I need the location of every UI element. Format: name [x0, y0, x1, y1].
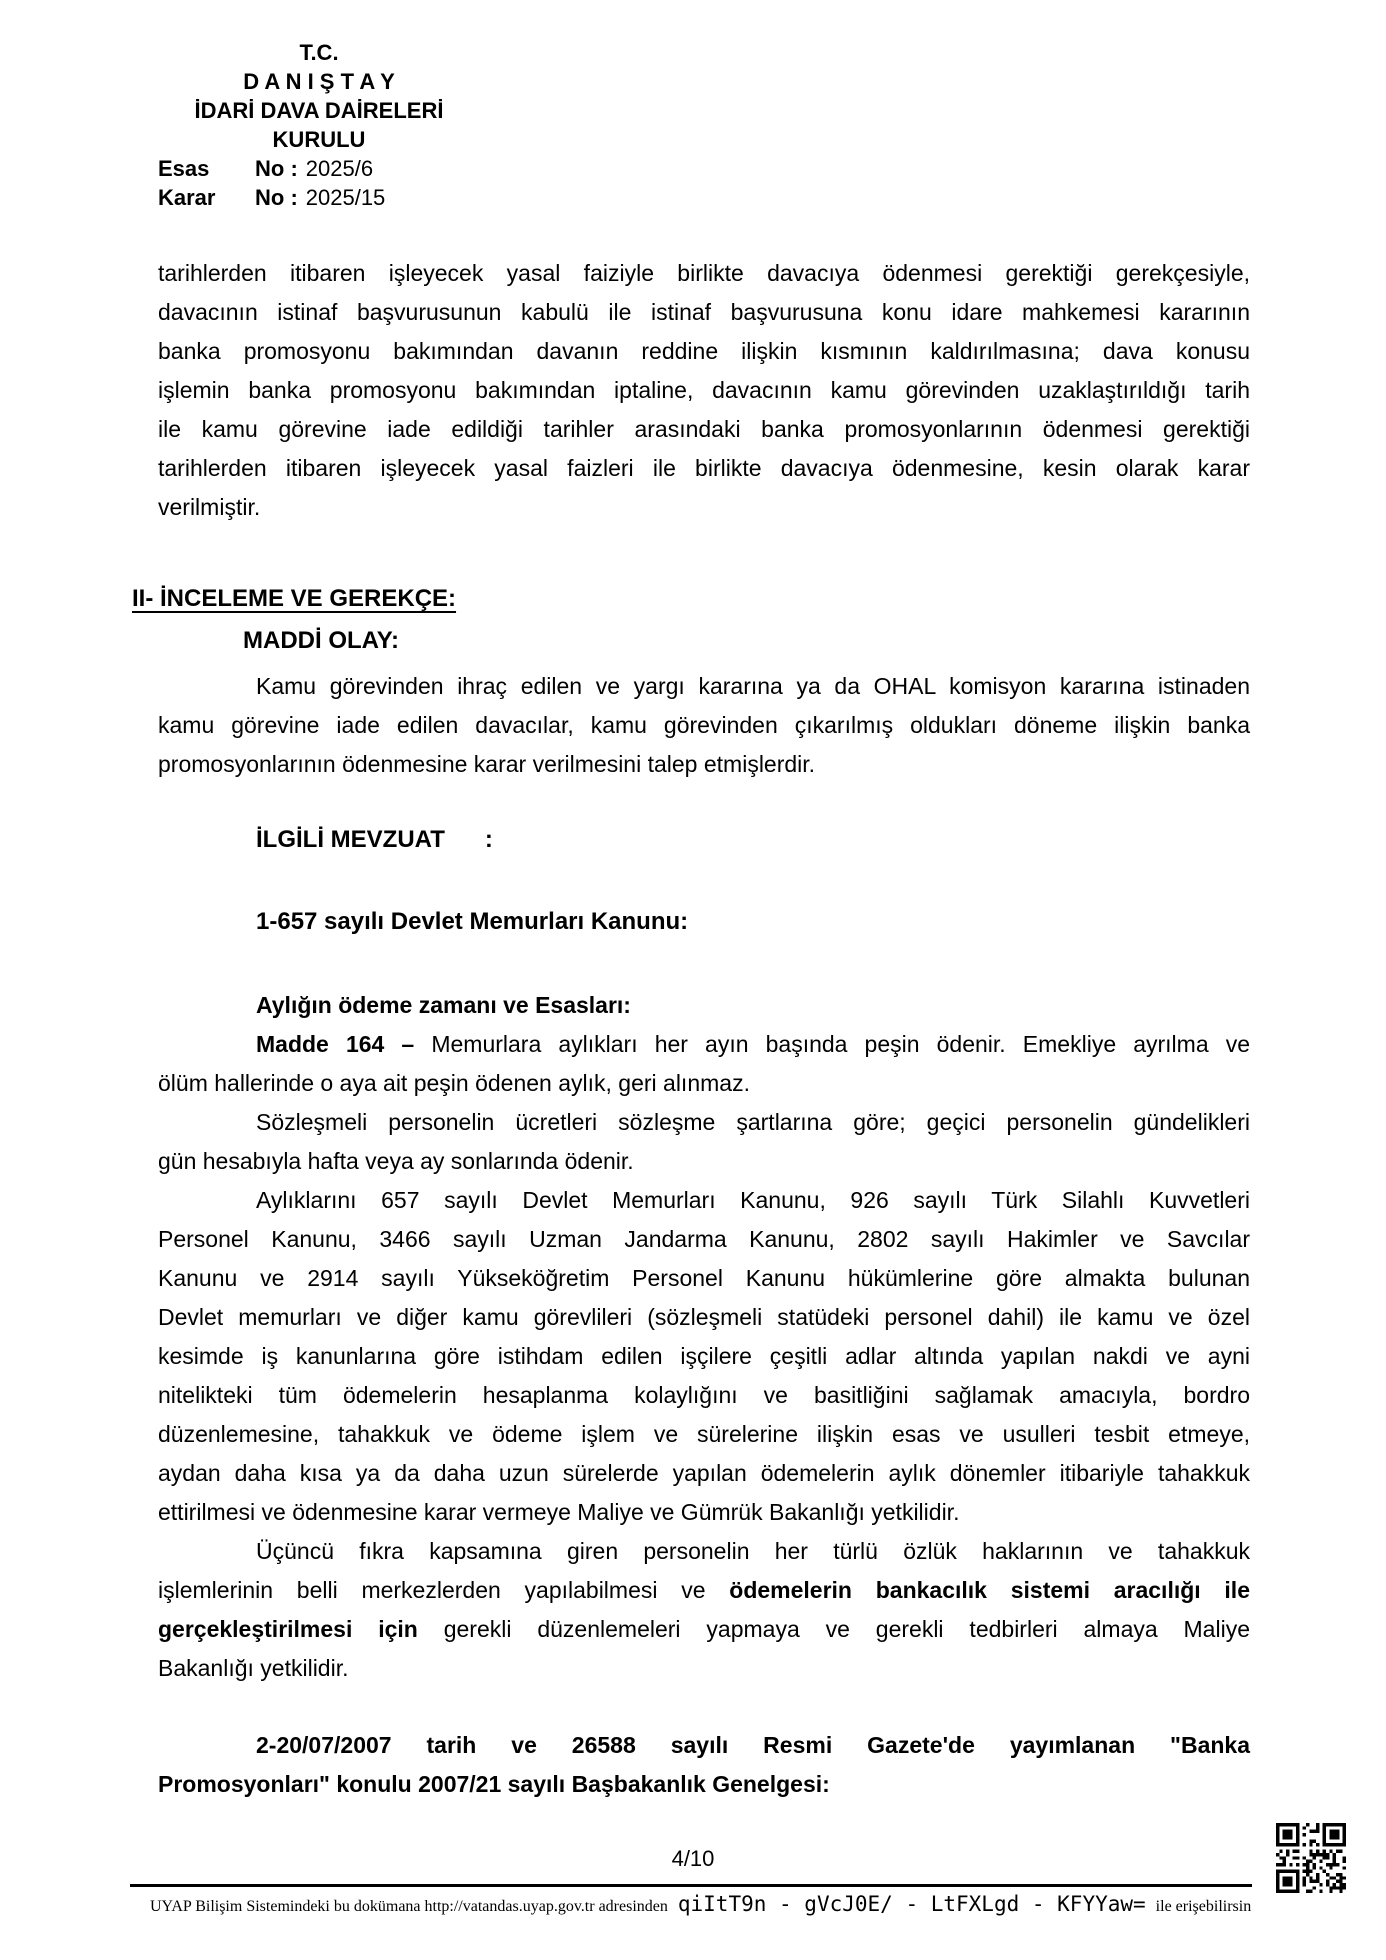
- section-heading-inceleme-ve-gerekce: II- İNCELEME VE GEREKÇE:: [132, 585, 457, 612]
- heading-ayligin-odeme-zamani: Aylığın ödeme zamanı ve Esasları:: [256, 992, 631, 1018]
- text-line: Üçüncü fıkra kapsamına giren personelin her türlü özlük haklarının ve tahakkuk: [256, 1538, 1250, 1564]
- text-line: kamu görevine iade edilen davacılar, kamu görevinden çıkarılmış oldukları döneme ilişkin banka: [158, 712, 1250, 738]
- text-line: Kanunu ve 2914 sayılı Yükseköğretim Personel Kanunu hükümlerine göre almakta bulunan: [158, 1265, 1250, 1291]
- text-line: verilmiştir.: [158, 494, 261, 520]
- text-line: 2-20/07/2007 tarih ve 26588 sayılı Resmi Gazete'de yayımlanan "Banka: [256, 1732, 1250, 1758]
- footer-access-code: qiItT9n - gVcJ0E/ - LtFXLgd - KFYYaw=: [677, 1892, 1146, 1916]
- text-line: Promosyonları" konulu 2007/21 sayılı Başbakanlık Genelgesi:: [158, 1771, 830, 1797]
- text-line: düzenlemesine, tahakkuk ve ödeme işlem ve sürelerine ilişkin esas ve usulleri tesbit etmeye,: [158, 1421, 1250, 1447]
- header-idari-dava-daireleri: İDARİ DAVA DAİRELERİ: [194, 98, 444, 123]
- subheading-ilgili-mevzuat: İLGİLİ MEVZUAT :: [256, 826, 493, 853]
- heading-banka-promosyonlari-genelgesi: [158, 1726, 1250, 1804]
- karar-label: Karar: [158, 185, 216, 210]
- heading-657-devlet-memurlari-kanunu: 1-657 sayılı Devlet Memurları Kanunu:: [256, 908, 689, 935]
- footer-access-note: [150, 1892, 1380, 1916]
- page-number: 4/10: [671, 1846, 715, 1871]
- text-line: Devlet memurları ve diğer kamu görevlileri (sözleşmeli statüdeki personel dahil) ile kamu ve özel: [158, 1304, 1250, 1330]
- text-line: tarihlerden itibaren işleyecek yasal faiziyle birlikte davacıya ödenmesi gerektiği gerekçesiyle,: [158, 260, 1250, 286]
- text-line: işlemlerinin belli merkezlerden yapılabilmesi ve ödemelerin bankacılık sistemi aracılığı ile: [158, 1577, 1250, 1603]
- paragraph-sozlesmeli-personel: [158, 1103, 1250, 1181]
- header-tc: T.C.: [299, 40, 339, 65]
- text-line: Bakanlığı yetkilidir.: [158, 1655, 349, 1681]
- karar-no-value: 2025/15: [305, 185, 386, 210]
- text-line: kesimde iş kanunlarına göre istihdam edilen işçilere çeşitli adlar altında yapılan nakdi ve ayni: [158, 1343, 1250, 1369]
- esas-label: Esas: [158, 156, 210, 181]
- court-header: [158, 38, 480, 154]
- paragraph-madde-164: [158, 1025, 1250, 1103]
- esas-no-row: [158, 154, 1250, 183]
- qr-code: [1276, 1823, 1346, 1893]
- paragraph-decision-summary: [158, 254, 1250, 527]
- footer-access-suffix: ile erişebilirsin: [1155, 1898, 1252, 1915]
- text-line: gerçekleştirilmesi için gerekli düzenlemeleri yapmaya ve gerekli tedbirleri almaya Maliye: [158, 1616, 1250, 1642]
- text-line: banka promosyonu bakımından davanın reddine ilişkin kısmının kaldırılmasına; dava konusu: [158, 338, 1250, 364]
- karar-no-label: No :: [255, 185, 298, 210]
- text-line: aydan daha kısa ya da daha uzun sürelerde yapılan ödemelerin aylık dönemler itibariyle tahakkuk: [158, 1460, 1250, 1486]
- paragraph-ayliklarini: [158, 1181, 1250, 1532]
- text-line: işlemin banka promosyonu bakımından iptaline, davacının kamu görevinden uzaklaştırıldığı tarih: [158, 377, 1250, 403]
- text-line: ettirilmesi ve ödenmesine karar vermeye Maliye ve Gümrük Bakanlığı yetkilidir.: [158, 1499, 960, 1525]
- text-line: Madde 164 – Memurlara aylıkları her ayın başında peşin ödenir. Emekliye ayrılma ve: [256, 1031, 1251, 1057]
- text-line: nitelikteki tüm ödemelerin hesaplanma kolaylığını ve basitliğini sağlamak amacıyla, bordro: [158, 1382, 1250, 1408]
- karar-no-row: [158, 183, 1250, 212]
- paragraph-ucuncu-fikra: [158, 1532, 1250, 1688]
- footer-access-prefix: UYAP Bilişim Sistemindeki bu dokümana http://vatandas.uyap.gov.tr adresinden: [150, 1898, 668, 1915]
- text-line: gün hesabıyla hafta veya ay sonlarında ödenir.: [158, 1148, 634, 1174]
- paragraph-maddi-olay: [158, 667, 1250, 784]
- esas-no-value: 2025/6: [305, 156, 374, 181]
- header-kurulu: KURULU: [272, 127, 366, 152]
- text-line: Sözleşmeli personelin ücretleri sözleşme şartlarına göre; geçici personelin gündelikleri: [256, 1109, 1250, 1135]
- text-line: Aylıklarını 657 sayılı Devlet Memurları Kanunu, 926 sayılı Türk Silahlı Kuvvetleri: [256, 1187, 1250, 1213]
- text-line: davacının istinaf başvurusunun kabulü ile istinaf başvurusuna konu idare mahkemesi kararının: [158, 299, 1250, 325]
- text-line: promosyonlarının ödenmesine karar verilmesini talep etmişlerdir.: [158, 751, 816, 777]
- esas-no-label: No :: [255, 156, 298, 181]
- text-line: ölüm hallerinde o aya ait peşin ödenen aylık, geri alınmaz.: [158, 1070, 750, 1096]
- document-content: [132, 38, 1251, 1804]
- text-line: tarihlerden itibaren işleyecek yasal faizleri ile birlikte davacıya ödenmesine, kesin olarak karar: [158, 455, 1250, 481]
- footer-divider: [130, 1884, 1252, 1887]
- text-line: Personel Kanunu, 3466 sayılı Uzman Jandarma Kanunu, 2802 sayılı Hakimler ve Savcılar: [158, 1226, 1250, 1252]
- text-line: ile kamu görevine iade edildiği tarihler arasındaki banka promosyonlarının ödenmesi gerektiği: [158, 416, 1250, 442]
- header-danistay: D A N I Ş T A Y: [243, 69, 395, 94]
- text-line: Kamu görevinden ihraç edilen ve yargı kararına ya da OHAL komisyon kararına istinaden: [256, 673, 1250, 699]
- subheading-maddi-olay: MADDİ OLAY:: [243, 627, 399, 654]
